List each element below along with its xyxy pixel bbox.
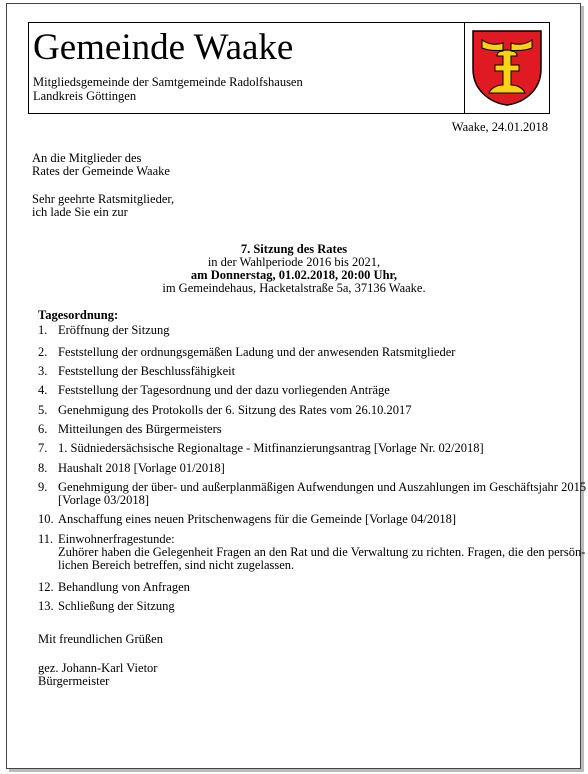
- agenda-item-number: 3.: [38, 364, 48, 378]
- agenda-item-number: 2.: [38, 345, 48, 359]
- meeting-datetime: am Donnerstag, 01.02.2018, 20:00 Uhr,: [190, 268, 398, 282]
- agenda-item-number: 8.: [38, 461, 48, 475]
- agenda-item-text: Genehmigung des Protokolls der 6. Sitzung des Rates vom 26.10.2017: [58, 403, 412, 417]
- agenda-item-number: 12.: [38, 580, 54, 594]
- agenda-item-text: Anschaffung eines neuen Pritschenwagens für die Gemeinde [Vorlage 04/2018]: [58, 512, 457, 526]
- salutation-line-2: ich lade Sie ein zur: [32, 205, 128, 219]
- agenda-item-text: Behandlung von Anfragen: [58, 580, 190, 594]
- letter-date: Waake, 24.01.2018: [451, 120, 548, 134]
- letterhead-subtitle-2: Landkreis Göttingen: [33, 89, 137, 103]
- agenda-item-number: 9.: [38, 480, 48, 494]
- letterhead-subtitle-1: Mitgliedsgemeinde der Samtgemeinde Radolfshausen: [33, 75, 303, 89]
- agenda-item-text: Schließung der Sitzung: [58, 599, 175, 613]
- closing-greeting: Mit freundlichen Grüßen: [38, 632, 163, 646]
- municipality-title: Gemeinde Waake: [33, 27, 294, 68]
- agenda-item-text: Feststellung der Tagesordnung und der dazu vorliegenden Anträge: [58, 383, 390, 397]
- agenda-item-text-continued: [Vorlage 03/2018]: [58, 493, 150, 507]
- agenda-item-number: 1.: [38, 323, 48, 337]
- meeting-location: im Gemeindehaus, Hacketalstraße 5a, 37136 Waake.: [162, 281, 426, 295]
- agenda-item-number: 5.: [38, 403, 48, 417]
- agenda-item-text-continued: Zuhörer haben die Gelegenheit Fragen an den Rat und die Verwaltung zu richten. Fragen, die den persön-: [58, 545, 586, 559]
- agenda-item-number: 4.: [38, 383, 48, 397]
- agenda-item-number: 6.: [38, 422, 48, 436]
- meeting-title: 7. Sitzung des Rates: [240, 242, 348, 256]
- agenda-item-number: 10.: [38, 512, 54, 526]
- agenda-item-text: Feststellung der ordnungsgemäßen Ladung und der anwesenden Ratsmitglieder: [58, 345, 456, 359]
- recipient-line-1: An die Mitglieder des: [32, 151, 142, 165]
- coat-of-arms-icon: [471, 29, 543, 107]
- agenda-item-number: 7.: [38, 441, 48, 455]
- agenda-item-text: Feststellung der Beschlussfähigkeit: [58, 364, 236, 378]
- agenda-item-text: 1. Südniedersächsische Regionaltage - Mitfinanzierungsantrag [Vorlage Nr. 02/2018]: [58, 441, 484, 455]
- agenda-item-text: Mitteilungen des Bürgermeisters: [58, 422, 222, 436]
- salutation-line-1: Sehr geehrte Ratsmitglieder,: [32, 192, 175, 206]
- agenda-item-text: Eröffnung der Sitzung: [58, 323, 170, 337]
- agenda-item-number: 13.: [38, 599, 54, 613]
- letterhead-divider: [464, 23, 465, 113]
- agenda-item-text: Haushalt 2018 [Vorlage 01/2018]: [58, 461, 225, 475]
- agenda-heading: Tagesordnung:: [38, 308, 119, 322]
- letterhead: [28, 22, 550, 114]
- agenda-item-text: Einwohnerfragestunde:: [58, 532, 175, 546]
- meeting-period: in der Wahlperiode 2016 bis 2021,: [207, 255, 381, 269]
- agenda-item-text: Genehmigung der über- und außerplanmäßigen Aufwendungen und Auszahlungen im Geschäftsjahr 2015: [58, 480, 587, 494]
- agenda-item-text-continued: lichen Bereich betreffen, sind nicht zugelassen.: [58, 558, 295, 572]
- signature-title: Bürgermeister: [38, 674, 110, 688]
- recipient-line-2: Rates der Gemeinde Waake: [32, 164, 170, 178]
- agenda-item-number: 11.: [38, 532, 54, 546]
- signature-name: gez. Johann-Karl Vietor: [38, 661, 158, 675]
